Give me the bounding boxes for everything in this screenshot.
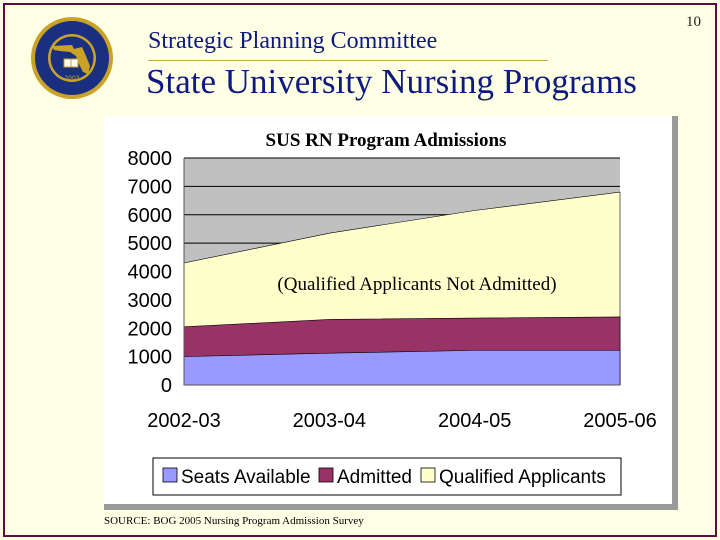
board-of-governors-seal: [30, 16, 114, 100]
y-tick-label: 2000: [127, 318, 172, 341]
chart-container: [104, 116, 678, 510]
y-tick-label: 0: [160, 375, 172, 397]
legend-swatch-admitted: [319, 468, 333, 482]
legend-swatch-qualified-applicants: [421, 468, 435, 482]
y-tick-label: 3000: [127, 289, 172, 312]
page-title: State University Nursing Programs: [146, 62, 637, 101]
header-divider: [148, 60, 548, 61]
seal-year: 2003: [64, 75, 80, 82]
not-admitted-annotation: (Qualified Applicants Not Admitted): [277, 274, 557, 295]
chart-title: SUS RN Program Admissions: [265, 130, 507, 151]
x-tick-label: 2002-03: [147, 410, 221, 432]
y-tick-label: 6000: [127, 204, 172, 227]
source-note: SOURCE: BOG 2005 Nursing Program Admission Survey: [104, 515, 364, 527]
y-tick-label: 5000: [127, 233, 172, 256]
legend-label-seats-available: Seats Available: [181, 467, 311, 488]
y-tick-label: 4000: [127, 261, 172, 284]
page-number: 10: [686, 14, 701, 30]
admissions-area-chart: [104, 116, 678, 510]
y-tick-label: 1000: [127, 346, 172, 369]
legend-label-admitted: Admitted: [337, 467, 412, 488]
committee-subtitle: Strategic Planning Committee: [148, 28, 438, 54]
y-tick-label: 7000: [127, 176, 172, 199]
x-tick-label: 2003-04: [292, 410, 367, 432]
chart-legend: [153, 458, 621, 495]
y-tick-label: 8000: [127, 148, 172, 170]
legend-swatch-seats-available: [163, 468, 177, 482]
x-tick-label: 2005-06: [583, 410, 657, 432]
legend-label-qualified-applicants: Qualified Applicants: [439, 467, 606, 488]
plot-area: [184, 158, 620, 385]
x-tick-label: 2004-05: [437, 410, 512, 432]
series-area-seats-available: [184, 350, 620, 385]
